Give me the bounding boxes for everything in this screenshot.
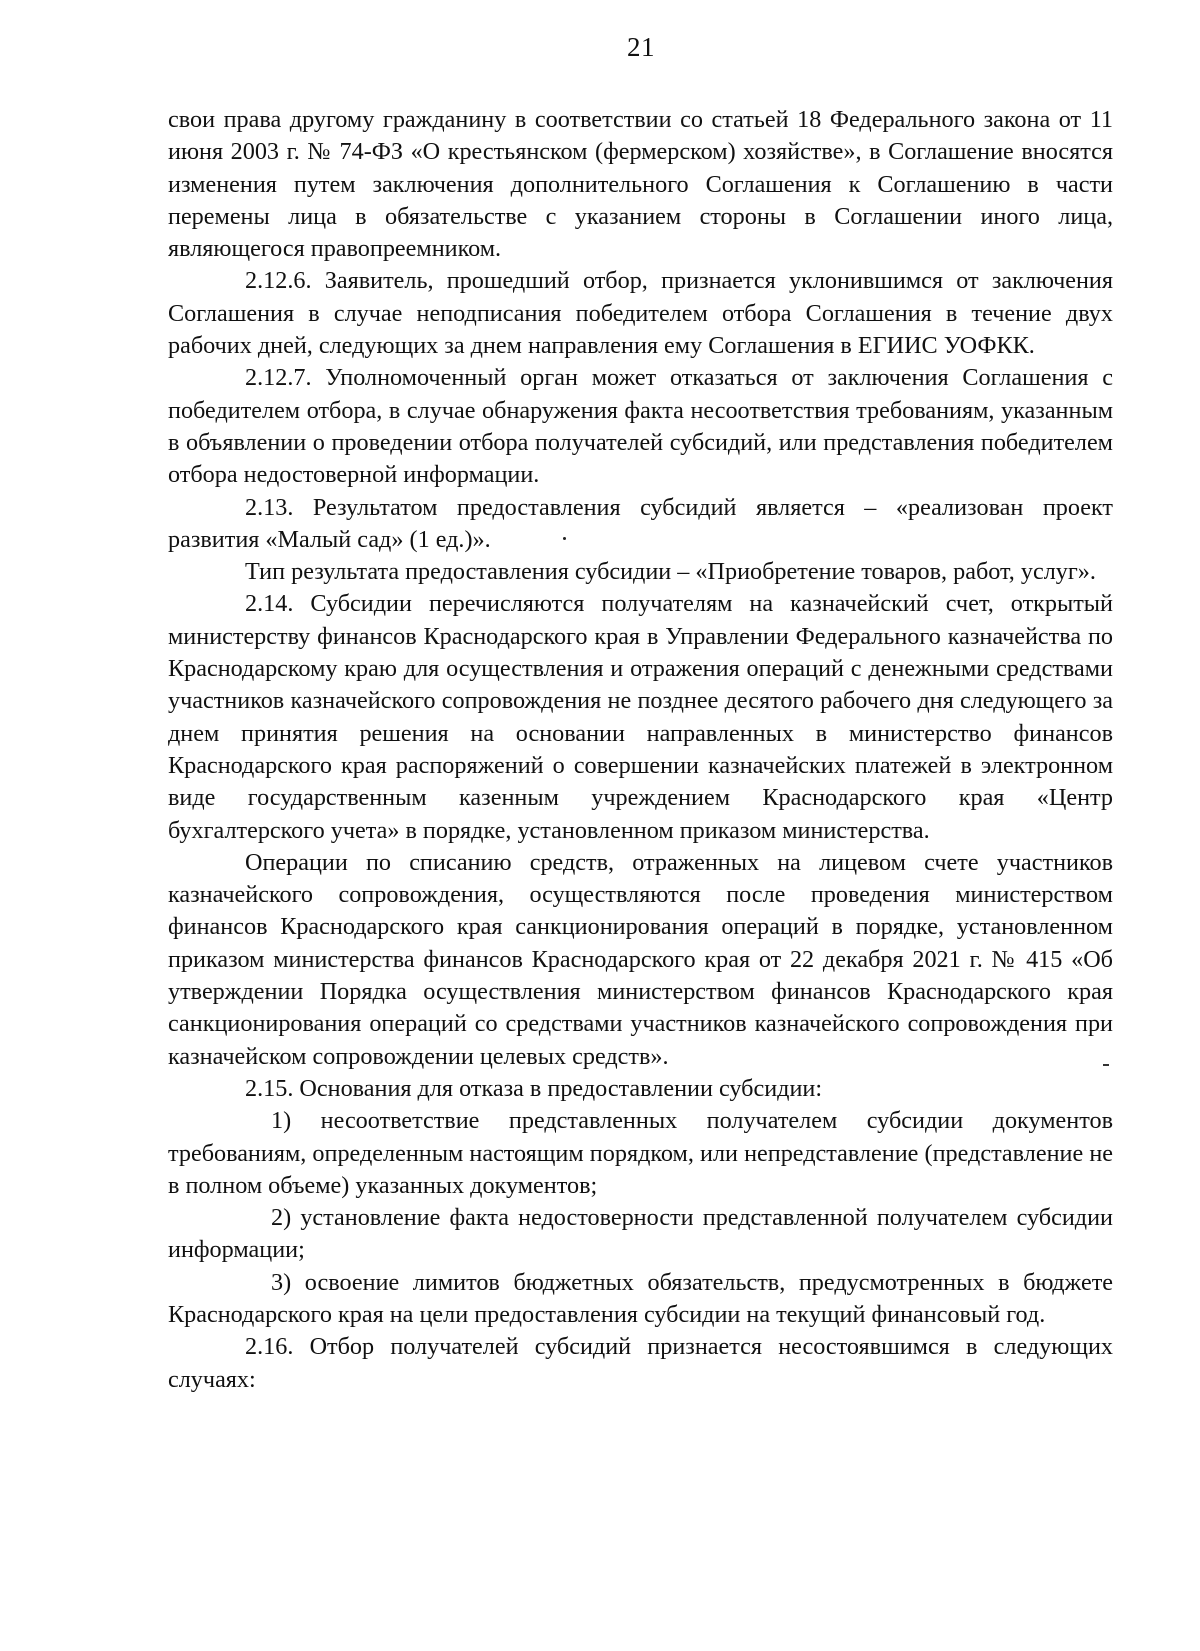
scan-speck — [563, 537, 566, 540]
paragraph-result-type: Тип результата предоставления субсидии – «Приобретение товаров, работ, услуг». — [245, 558, 1096, 586]
list-item-1: 1) несоответствие представленных получателем субсидии документов требованиям, определенным настоящим порядком, или непредставление (представление не в полном объеме) указанных документов; — [168, 1107, 1113, 1199]
page-number: 21 — [627, 32, 655, 62]
paragraph-2-14: 2.14. Субсидии перечисляются получателям на казначейский счет, открытый министерству финансов Краснодарского края в Управлении Федерального казначейства по Краснодарскому краю для осуществления и отражения операций с денежными средствами участников казначейского сопровождения не позднее десятого рабочего дня следующего за днем принятия решения на основании направленных в министерство финансов Краснодарского края распоряжений о совершении казначейских платежей в электронном виде государственным казенным учреждением Краснодарского края «Центр бухгалтерского учета» в порядке, установленном приказом министерства. — [168, 590, 1113, 844]
paragraph-2-15: 2.15. Основания для отказа в предоставлении субсидии: — [245, 1074, 823, 1102]
list-item-3: 3) освоение лимитов бюджетных обязательств, предусмотренных в бюджете Краснодарского края на цели предоставления субсидии на текущий финансовый год. — [168, 1268, 1113, 1328]
paragraph-2-16: 2.16. Отбор получателей субсидий признается несостоявшимся в следующих случаях: — [168, 1333, 1113, 1393]
paragraph-operations: Операции по списанию средств, отраженных на лицевом счете участников казначейского сопровождения, осуществляются после проведения министерством финансов Краснодарского края санкционирования операций в порядке, установленном приказом министерства финансов Краснодарского края от 22 декабря 2021 г. № 415 «Об утверждении Порядка осуществления министерством финансов Краснодарского края санкционирования операций со средствами участников казначейского сопровождения при казначейском сопровождении целевых средств». — [168, 848, 1113, 1070]
list-item-2: 2) установление факта недостоверности представленной получателем субсидии информации; — [168, 1204, 1113, 1264]
paragraph-continuation: свои права другому гражданину в соответствии со статьей 18 Федерального закона от 11 июня 2003 г. № 74-ФЗ «О крестьянском (фермерском) хозяйстве», в Соглашение вносятся изменения путем заключения дополнительного Соглашения к Соглашению в части перемены лица в обязательстве с указанием стороны в Соглашении иного лица, являющегося правопреемником. — [168, 106, 1113, 263]
document-body — [168, 104, 1113, 1396]
paragraph-2-13: 2.13. Результатом предоставления субсидий является – «реализован проект развития «Малый сад» (1 ед.)». — [168, 493, 1113, 553]
paragraph-2-12-7: 2.12.7. Уполномоченный орган может отказаться от заключения Соглашения с победителем отбора, в случае обнаружения факта несоответствия требованиям, указанным в объявлении о проведении отбора получателей субсидий, или представления победителем отбора недостоверной информации. — [168, 364, 1113, 489]
scan-speck — [1103, 1064, 1109, 1066]
paragraph-2-12-6: 2.12.6. Заявитель, прошедший отбор, признается уклонившимся от заключения Соглашения в случае неподписания победителем отбора Соглашения в течение двух рабочих дней, следующих за днем направления ему Соглашения в ЕГИИС УОФКК. — [168, 267, 1113, 360]
